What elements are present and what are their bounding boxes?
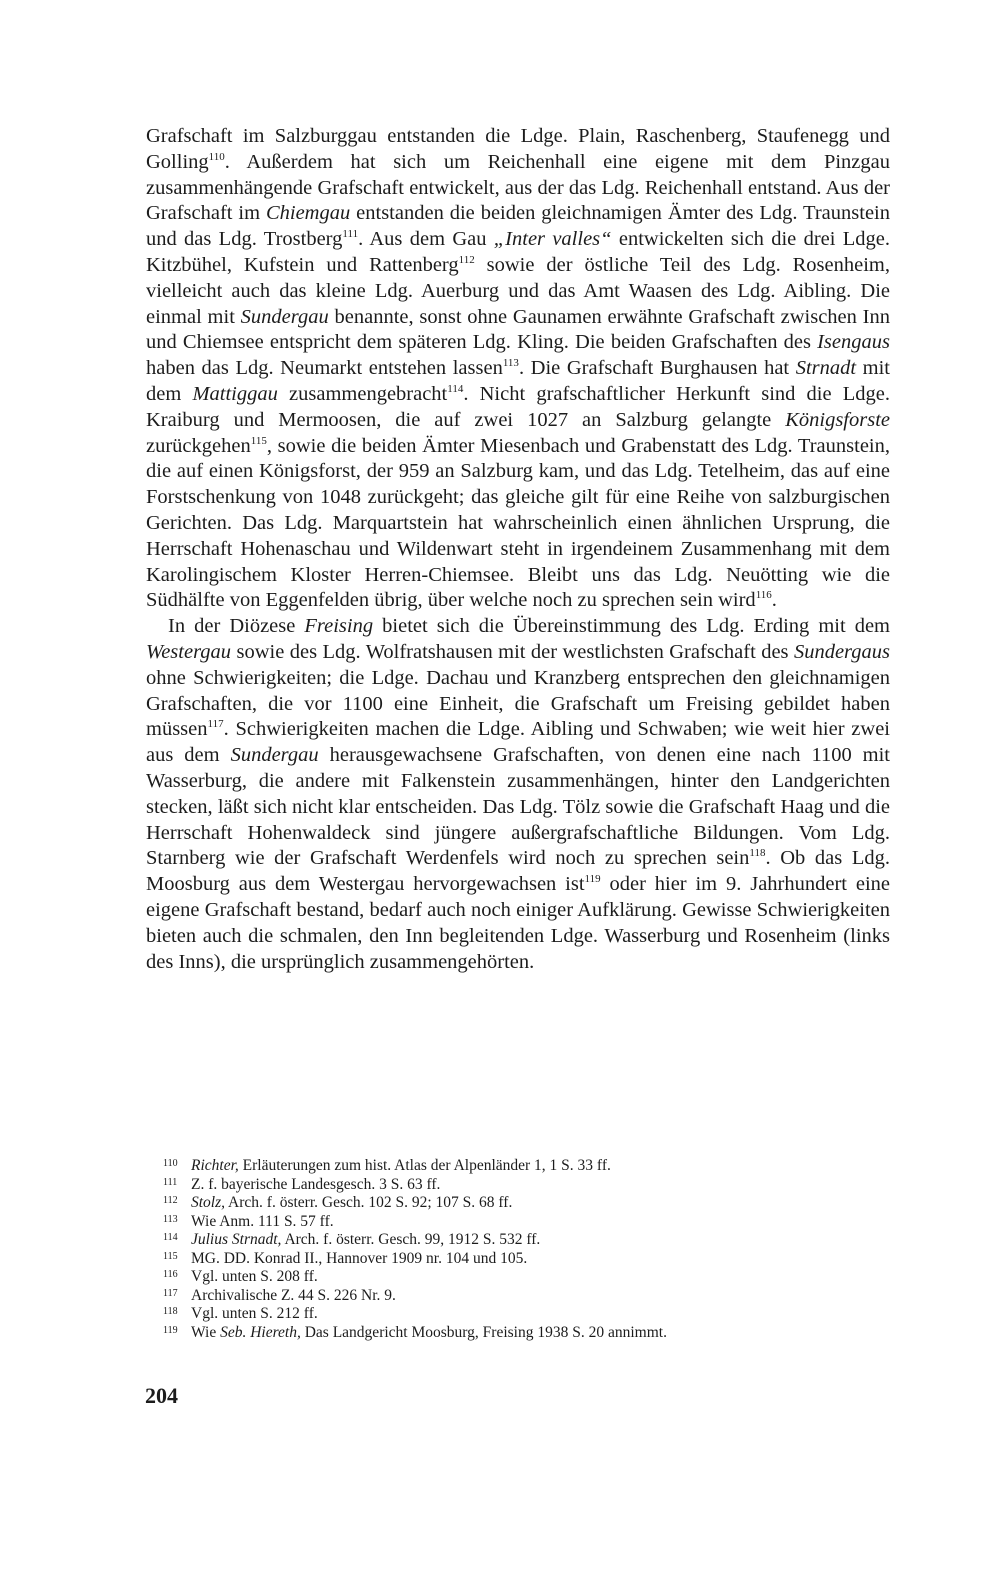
footnote-reference: 119 <box>584 873 601 886</box>
footnote-number: 118 <box>163 1306 178 1317</box>
text-run: sowie der östliche Teil des Ldg. Rosenheim, vielleicht auch das kleine Ldg. Auerburg und das Amt Waasen des Ldg. Aibling. Die einmal mit <box>146 253 890 328</box>
text-run: Wie <box>191 1323 221 1341</box>
text-run: Grafschaft im Salzburggau entstanden die Ldge. Plain, Raschenberg, Staufenegg und Golling <box>146 125 890 173</box>
footnote <box>163 1268 903 1287</box>
text-run: Archivalische Z. 44 S. 226 Nr. 9. <box>191 1286 396 1304</box>
footnote-text <box>191 1157 903 1176</box>
text-run: MG. DD. Konrad II., Hannover 1909 nr. 104 und 105. <box>191 1249 528 1267</box>
text-run: benannte, sonst ohne Gaunamen erwähnte Grafschaft zwischen Inn und Chiemsee entspricht dem späteren Ldg. Kling. Die beiden Grafschaften des <box>146 305 890 354</box>
footnote-reference: 116 <box>755 589 772 602</box>
footnote-number: 110 <box>163 1158 178 1169</box>
italic-text: Sundergaus <box>793 640 890 663</box>
footnote <box>163 1176 903 1195</box>
footnote-text <box>191 1305 903 1324</box>
footnote-reference: 118 <box>749 847 766 860</box>
italic-text: Sundergau <box>230 744 319 767</box>
text-run: haben das Ldg. Neumarkt entstehen lassen <box>146 357 503 380</box>
text-run: , sowie die beiden Ämter Miesenbach und Grabenstatt des Ldg. Traunstein, die auf einen Königsforst, der 959 an Salzburg kam, und das Ldg. Tetelheim, das auf eine Forstschenkung von 1048 zurückgeht; das gleiche gilt für eine Reihe von salzburgischen Gerichten. Das Ldg. Marquartstein hat wahrscheinlich einen ähnlichen Ursprung, die Herrschaft Hohenaschau und Wildenwart steht in irgendeinem Zusammenhang mit dem Karolingischem Kloster Herren-Chiemsee. Bleibt uns das Ldg. Neuötting wie die Südhälfte von Eggenfelden übrig, über welche noch zu sprechen sein wird <box>146 434 890 612</box>
text-run: entstanden die beiden gleichnamigen Ämter des Ldg. Traunstein und das Ldg. Trostberg <box>146 202 890 251</box>
body-paragraph <box>146 614 890 975</box>
italic-text: Westergau <box>146 640 232 663</box>
footnote <box>163 1250 903 1269</box>
footnote <box>163 1157 903 1176</box>
text-run: zurückgehen <box>146 434 251 457</box>
text-run: In der Diözese <box>168 615 305 638</box>
italic-text: Mattiggau <box>192 382 278 405</box>
text-run: Z. f. bayerische Landesgesch. 3 S. 63 ff. <box>191 1175 441 1193</box>
footnote-text <box>191 1213 903 1232</box>
text-run: . Aus dem Gau <box>358 228 494 251</box>
footnote-text <box>191 1231 903 1250</box>
text-run: sowie des Ldg. Wolfratshausen mit der westlichsten Grafschaft des <box>231 640 794 663</box>
text-run: entwickelten sich die drei Ldge. Kitzbühel, Kufstein und Rattenberg <box>146 228 891 276</box>
text-run: Wie Anm. 111 S. 57 ff. <box>191 1212 334 1230</box>
text-run: . Außerdem hat sich um Reichenhall eine eigene mit dem Pinzgau zusammenhängende Grafschaft entwickelt, aus der das Ldg. Reichenhall entstand. Aus der Grafschaft im <box>146 150 890 225</box>
footnote-number: 114 <box>163 1232 178 1243</box>
text-run: Arch. f. österr. Gesch. 102 S. 92; 107 S. 68 ff. <box>225 1194 513 1211</box>
text-run: Arch. f. österr. Gesch. 99, 1912 S. 532 ff. <box>281 1231 541 1248</box>
footnote <box>163 1231 903 1250</box>
text-run: Erläuterungen zum hist. Atlas der Alpenländer 1, 1 S. 33 ff. <box>238 1157 611 1174</box>
footnote <box>163 1324 903 1343</box>
footnote-number: 115 <box>163 1250 178 1262</box>
footnote-reference: 111 <box>342 228 359 241</box>
footnote-text <box>191 1176 903 1195</box>
footnote-reference: 115 <box>250 434 267 447</box>
text-run: . Die Grafschaft Burghausen hat <box>518 357 796 380</box>
text-run: ohne Schwierigkeiten; die Ldge. Dachau und Kranzberg entsprechen den gleichnamigen Grafschaften, die vor 1100 eine Einheit, die Grafschaft um Freising gebildet haben müssen <box>146 666 890 741</box>
footnote-reference: 110 <box>208 150 225 163</box>
footnote-text <box>191 1324 903 1343</box>
text-run: Vgl. unten S. 212 ff. <box>191 1305 318 1322</box>
italic-text: Julius Strnadt, <box>191 1231 282 1248</box>
italic-text: Chiemgau <box>265 202 351 225</box>
footnote-text <box>191 1250 903 1269</box>
footnote-reference: 113 <box>502 357 519 370</box>
text-run: Das Landgericht Moosburg, Freising 1938 S. 20 annimmt. <box>300 1323 667 1341</box>
italic-text: Sundergau <box>240 305 329 328</box>
footnote-text <box>191 1194 903 1213</box>
text-run: . Ob das Ldg. Moosburg aus dem Westergau hervorgewachsen ist <box>146 847 891 896</box>
text-run: Vgl. unten S. 208 ff. <box>191 1268 318 1285</box>
italic-text: Freising <box>304 615 374 638</box>
footnote-number: 112 <box>163 1195 178 1206</box>
footnote <box>163 1194 903 1213</box>
footnote-text <box>191 1287 903 1306</box>
footnote-number: 116 <box>163 1269 178 1280</box>
footnote <box>163 1305 903 1324</box>
italic-text: „Inter valles“ <box>493 228 612 251</box>
body-paragraph <box>146 124 890 614</box>
footnote-text <box>191 1268 903 1287</box>
text-run: . Nicht grafschaftlicher Herkunft sind die Ldge. Kraiburg und Mermoosen, die auf zwei 1027 an Salzburg gelangte <box>146 382 891 431</box>
footnote-reference: 117 <box>207 718 224 731</box>
text-run: zusammengebracht <box>277 382 448 405</box>
text-run: . <box>771 589 777 612</box>
page-number: 204 <box>145 1383 178 1408</box>
italic-text: Seb. Hiereth, <box>220 1323 301 1341</box>
footnote <box>163 1213 903 1232</box>
text-run: . Schwierigkeiten machen die Ldge. Aibling und Schwaben; wie weit hier zwei aus dem <box>146 718 890 767</box>
footnote-reference: 112 <box>458 253 475 266</box>
italic-text: Isengaus <box>817 331 890 354</box>
footnote-number: 111 <box>163 1176 178 1188</box>
italic-text: Stolz, <box>191 1194 226 1211</box>
text-run: mit dem <box>146 357 891 405</box>
italic-text: Königsforste <box>785 408 890 431</box>
footnote-number: 117 <box>163 1287 178 1299</box>
footnotes <box>163 1157 903 1342</box>
text-run: bietet sich die Übereinstimmung des Ldg. Erding mit dem <box>373 615 890 638</box>
text-run: oder hier im 9. Jahrhundert eine eigene Grafschaft bestand, bedarf auch noch einiger Aufklärung. Gewisse Schwierigkeiten bieten auch die schmalen, den Inn begleitenden Ldge. Wasserburg und Rosenheim (links des Inns), die ursprünglich zusammengehörten. <box>146 873 890 973</box>
text-run: herausgewachsene Grafschaften, von denen eine nach 1100 mit Wasserburg, die andere mit Falkenstein zusammenhängen, hinter den Landgerichten stecken, läßt sich nicht klar entscheiden. Das Ldg. Tölz sowie die Grafschaft Haag und die Herrschaft Hohenwaldeck sind jüngere außergrafschaftliche Bildungen. Vom Ldg. Starnberg wie der Grafschaft Werdenfels wird noch zu sprechen sein <box>146 744 890 870</box>
footnote-number: 119 <box>163 1324 178 1336</box>
italic-text: Strnadt <box>795 357 857 380</box>
footnote-number: 113 <box>163 1213 178 1225</box>
italic-text: Richter, <box>191 1157 239 1174</box>
footnote-reference: 114 <box>447 382 464 395</box>
footnote <box>163 1287 903 1306</box>
main-text <box>146 124 890 975</box>
